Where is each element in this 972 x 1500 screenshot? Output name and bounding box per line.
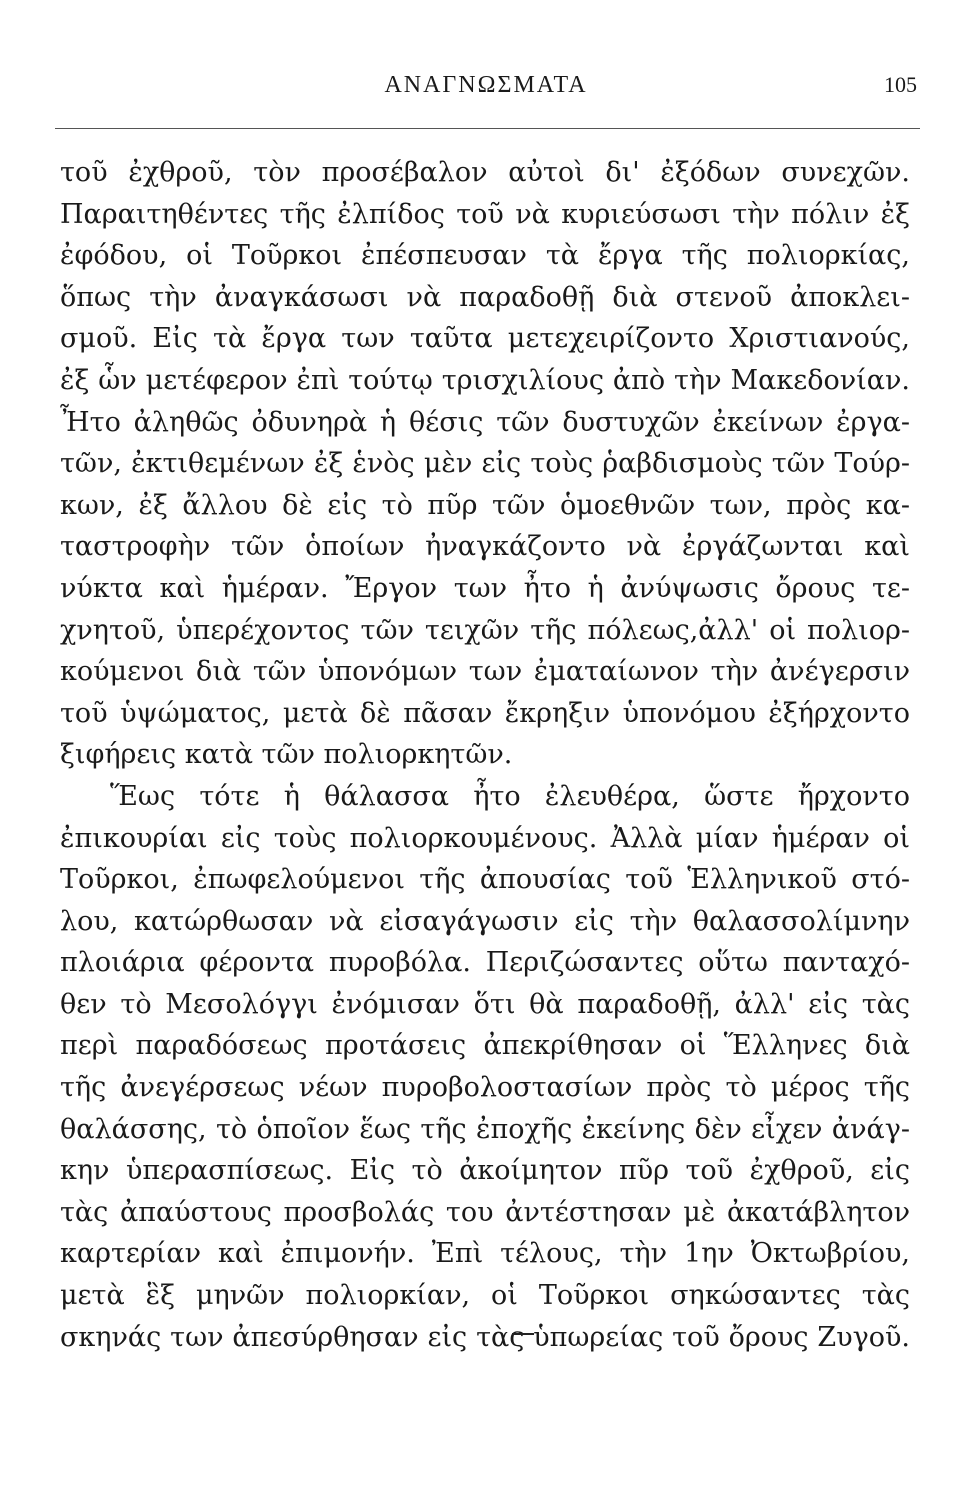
text-line: νύκτα καὶ ἡμέραν. Ἔργον των ἦτο ἡ ἀνύψωσις ὄρους τε- [60, 572, 910, 604]
text-line: Ἦτο ἀληθῶς ὀδυνηρὰ ἡ θέσις τῶν δυστυχῶν ἐκείνων ἐργα- [60, 406, 910, 438]
text-line: καρτερίαν καὶ ἐπιμονήν. Ἐπὶ τέλους, τὴν 1ην Ὀκτωβρίου, [60, 1238, 910, 1270]
text-line: ἐξ ὧν μετέφερον ἐπὶ τούτῳ τρισχιλίους ἀπὸ τὴν Μακεδονίαν. [60, 364, 910, 396]
text-line: κων, ἐξ ἄλλου δὲ εἰς τὸ πῦρ τῶν ὁμοεθνῶν των, πρὸς κα- [60, 489, 910, 521]
text-line: ὅπως τὴν ἀναγκάσωσι νὰ παραδοθῇ διὰ στενοῦ ἀποκλει- [60, 281, 910, 313]
text-line: ξιφήρεις κατὰ τῶν πολιορκητῶν. [60, 739, 513, 771]
text-line: χνητοῦ, ὑπερέχοντος τῶν τειχῶν τῆς πόλεως,ἀλλ' οἱ πολιορ- [60, 614, 910, 646]
text-line: πλοιάρια φέροντα πυροβόλα. Περιζώσαντες οὕτω πανταχό- [60, 947, 910, 979]
text-line: σκηνάς των ἀπεσύρθησαν εἰς τὰς ὑπωρείας τοῦ ὄρους Ζυγοῦ. [60, 1321, 910, 1353]
header-rule [55, 128, 920, 129]
text-line: σμοῦ. Εἰς τὰ ἔργα των ταῦτα μετεχειρίζοντο Χριστιανούς, [60, 323, 910, 355]
text-line: θεν τὸ Μεσολόγγι ἐνόμισαν ὅτι θὰ παραδοθῇ, ἀλλ' εἰς τὰς [60, 988, 910, 1020]
text-line: Παραιτηθέντες τῆς ἐλπίδος τοῦ νὰ κυριεύσωσι τὴν πόλιν ἐξ [60, 198, 910, 230]
body-text [60, 152, 910, 1358]
text-line: τῆς ἀνεγέρσεως νέων πυροβολοστασίων πρὸς τὸ μέρος τῆς [60, 1072, 910, 1104]
text-line: Ἕως τότε ἡ θάλασσα ἦτο ἐλευθέρα, ὥστε ἤρχοντο [110, 780, 910, 812]
text-line: ταστροφὴν τῶν ὁποίων ἠναγκάζοντο νὰ ἐργάζωνται καὶ [60, 531, 910, 563]
text-line: λου, κατώρθωσαν νὰ εἰσαγάγωσιν εἰς τὴν θαλασσολίμνην [60, 905, 910, 937]
text-line: περὶ παραδόσεως προτάσεις ἀπεκρίθησαν οἱ Ἕλληνες διὰ [60, 1030, 910, 1062]
text-line: Τοῦρκοι, ἐπωφελούμενοι τῆς ἀπουσίας τοῦ Ἑλληνικοῦ στό- [60, 864, 910, 896]
text-line: κην ὑπερασπίσεως. Εἰς τὸ ἀκοίμητον πῦρ τοῦ ἐχθροῦ, εἰς [60, 1155, 910, 1187]
text-line: τῶν, ἐκτιθεμένων ἐξ ἑνὸς μὲν εἰς τοὺς ῥαβδισμοὺς τῶν Τούρ- [60, 448, 910, 480]
text-line: ἐπικουρίαι εἰς τοὺς πολιορκουμένους. Ἀλλὰ μίαν ἡμέραν οἱ [60, 822, 910, 854]
page-number: 105 [884, 72, 917, 97]
text-line: κούμενοι διὰ τῶν ὑπονόμων των ἐματαίωνον τὴν ἀνέγερσιν [60, 656, 910, 688]
text-line: ἐφόδου, οἱ Τοῦρκοι ἐπέσπευσαν τὰ ἔργα τῆς πολιορκίας, [60, 240, 910, 272]
text-line: τοῦ ἐχθροῦ, τὸν προσέβαλον αὐτοὶ δι' ἐξόδων συνεχῶν. [60, 157, 910, 188]
running-title: ΑΝΑΓΝΩΣΜΑΤΑ [384, 72, 588, 98]
page-header [0, 72, 972, 112]
text-line: τοῦ ὑψώματος, μετὰ δὲ πᾶσαν ἔκρηξιν ὑπονόμου ἐξήρχοντο [60, 697, 910, 729]
text-line: μετὰ ἓξ μηνῶν πολιορκίαν, οἱ Τοῦρκοι σηκώσαντες τὰς [60, 1280, 910, 1312]
end-of-page-dash [512, 1333, 534, 1335]
text-line: τὰς ἀπαύστους προσβολάς του ἀντέστησαν μὲ ἀκατάβλητον [60, 1196, 910, 1228]
text-line: θαλάσσης, τὸ ὁποῖον ἕως τῆς ἐποχῆς ἐκείνης δὲν εἶχεν ἀνάγ- [60, 1113, 910, 1145]
